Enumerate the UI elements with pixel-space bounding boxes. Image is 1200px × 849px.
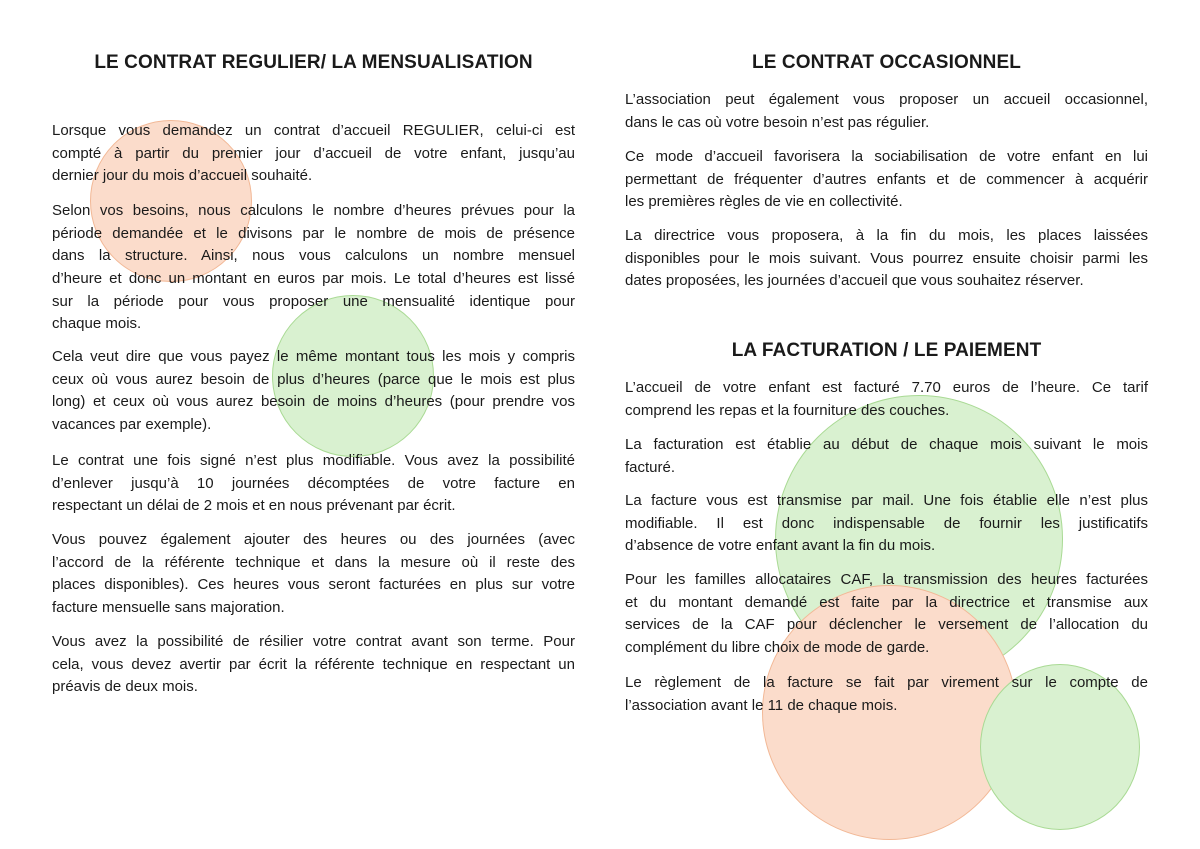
text-line: facture mensuelle sans majoration. [52,599,285,617]
text-line: cela, vous devez avertir par écrit la référente technique en respectant un [52,655,575,673]
paragraph [625,146,1148,214]
text-line: chaque mois. [52,315,142,333]
section-title-contrat-regulier: LE CONTRAT REGULIER/ LA MENSUALISATION [94,52,533,73]
paragraph [625,569,1148,660]
text-line: et du montant demandé est faite par la directrice et transmise aux [625,593,1148,611]
text-line: l’accord de la référente technique et dans la mesure où il reste des [52,553,575,571]
text-line: les premières règles de vie en collectivité. [625,193,903,211]
text-line: dans la structure. Ainsi, nous vous calculons un nombre mensuel [52,247,575,265]
text-line: vacances par exemple). [52,416,212,434]
paragraph [52,346,575,437]
text-line: La directrice vous proposera, à la fin du mois, les places laissées [625,227,1148,244]
text-line: L’accueil de votre enfant est facturé 7.70 euros de l’heure. Ce tarif [625,379,1148,396]
text-line: modifiable. Il est donc indispensable de fournir les justificatifs [625,514,1148,532]
paragraph [52,200,575,336]
paragraph [52,120,575,188]
text-line: compté à partir du premier jour d’accueil de votre enfant, jusqu’au [52,144,575,162]
paragraph [52,631,575,699]
text-line: Vous pouvez également ajouter des heures ou des journées (avec [52,531,575,548]
paragraph [625,377,1148,422]
paragraph [52,529,575,620]
text-line: disponibles pour le mois suivant. Vous pourrez ensuite choisir parmi les [625,249,1148,267]
paragraph [625,434,1148,479]
text-line: Lorsque vous demandez un contrat d’accueil REGULIER, celui-ci est [52,122,575,139]
text-line: complément du libre choix de mode de garde. [625,639,930,657]
paragraph [625,89,1148,134]
text-line: dans le cas où votre besoin n’est pas régulier. [625,113,930,131]
section-title-contrat-occasionnel: LE CONTRAT OCCASIONNEL [752,52,1021,73]
text-line: préavis de deux mois. [52,678,198,696]
text-line: comprend les repas et la fourniture des couches. [625,401,950,419]
paragraph [52,450,575,518]
text-line: Pour les familles allocataires CAF, la transmission des heures facturées [625,571,1148,588]
text-line: La facturation est établie au début de chaque mois suivant le mois [625,436,1148,453]
text-line: La facture vous est transmise par mail. Une fois établie elle n’est plus [625,492,1148,509]
text-line: dates proposées, les journées d’accueil que vous souhaitez réserver. [625,272,1084,290]
text-line: période demandée et le divisons par le nombre de mois de présence [52,224,575,242]
text-line: Selon vos besoins, nous calculons le nombre d’heures prévues pour la [52,202,575,219]
text-line: Vous avez la possibilité de résilier votre contrat avant son terme. Pour [52,633,575,650]
text-line: L’association peut également vous proposer un accueil occasionnel, [625,91,1148,108]
text-line: respectant un délai de 2 mois et en nous prévenant par écrit. [52,497,456,515]
text-line: Le contrat une fois signé n’est plus modifiable. Vous avez la possibilité [52,452,575,469]
paragraph [625,490,1148,558]
text-line: places disponibles). Ces heures vous seront facturées en plus sur votre [52,576,575,594]
text-line: Le règlement de la facture se fait par virement sur le compte de [625,674,1148,691]
text-line: ceux où vous aurez besoin de plus d’heures (parce que le mois est plus [52,370,575,388]
text-line: d’heure et donc un montant en euros par mois. Le total d’heures est lissé [52,270,575,288]
text-line: l’association avant le 11 de chaque mois. [625,696,898,714]
section-title-facturation: LA FACTURATION / LE PAIEMENT [731,340,1042,361]
text-line: dernier jour du mois d’accueil souhaité. [52,167,313,185]
text-line: permettant de fréquenter d’autres enfants et de commencer à acquérir [625,170,1148,188]
text-line: Ce mode d’accueil favorisera la sociabilisation de votre enfant en lui [625,148,1148,165]
paragraph [625,225,1148,293]
text-line: Cela veut dire que vous payez le même montant tous les mois y compris [52,348,575,365]
text-line: d’absence de votre enfant avant la fin du mois. [625,537,936,555]
text-line: d’enlever jusqu’à 10 journées décomptées de votre facture en [52,474,575,492]
text-line: services de la CAF pour déclencher le versement de l’allocation du [625,616,1148,634]
text-line: facturé. [625,458,676,476]
text-line: long) et ceux où vous aurez besoin de moins d’heures (pour prendre vos [52,393,575,411]
text-line: sur la période pour vous proposer une mensualité identique pour [52,292,575,310]
paragraph [625,672,1148,717]
